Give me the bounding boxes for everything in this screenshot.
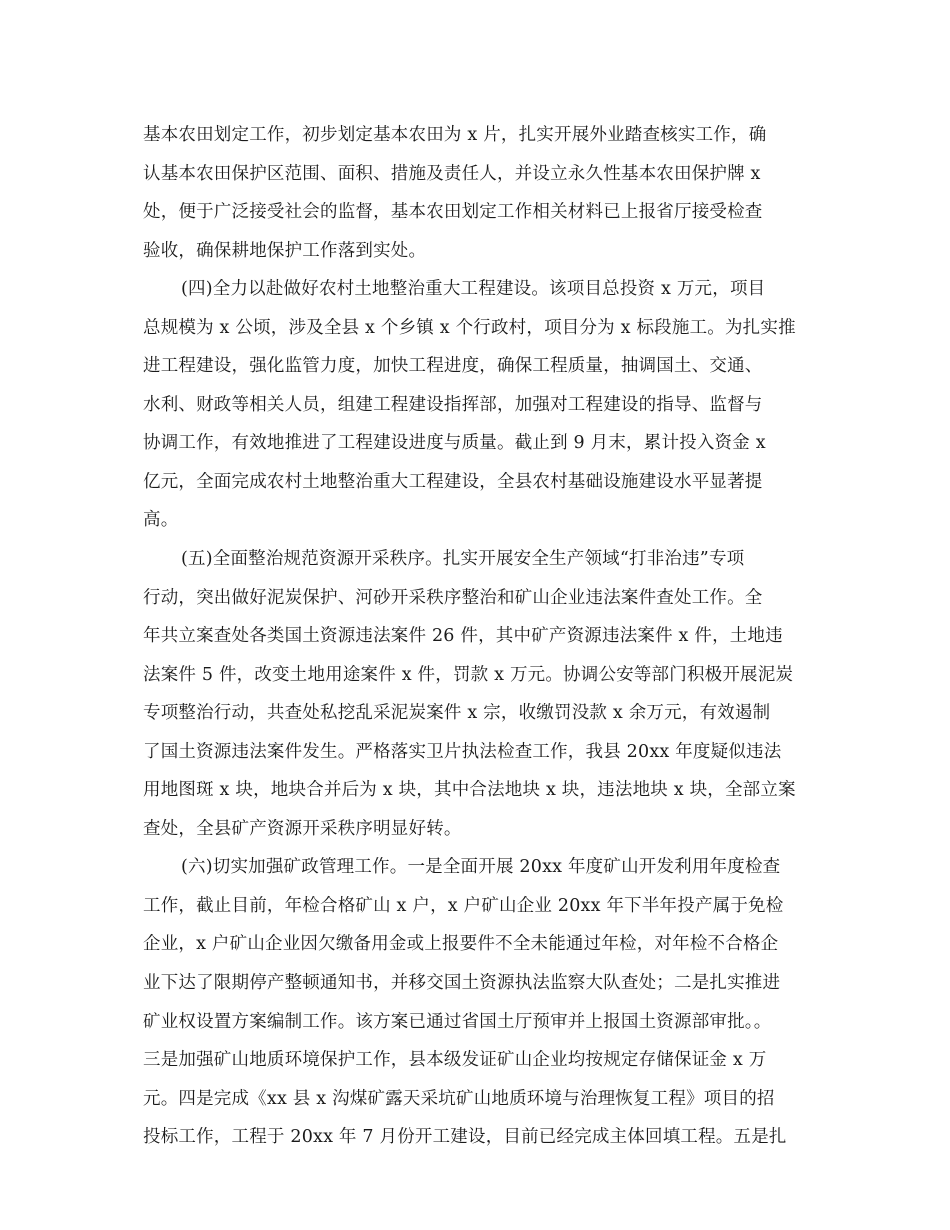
text-line: 总规模为 x 公顷，涉及全县 x 个乡镇 x 个行政村，项目分为 x 标段施工。为扎实推 xyxy=(143,317,796,338)
text-line: 元。四是完成《xx 县 x 沟煤矿露天采坑矿山地质环境与治理恢复工程》项目的招 xyxy=(143,1088,775,1109)
document-body xyxy=(143,116,807,1157)
text-line: 工作，截止目前，年检合格矿山 x 户，x 户矿山企业 20xx 年下半年投产属于免检 xyxy=(143,895,784,916)
paragraph-heading-line: (五)全面整治规范资源开采秩序。扎实开展安全生产领域“打非治违”专项 xyxy=(181,549,745,570)
paragraph-heading-line: (四)全力以赴做好农村土地整治重大工程建设。该项目总投资 x 万元，项目 xyxy=(181,279,766,300)
text-line: 协调工作，有效地推进了工程建设进度与质量。截止到 9 月末，累计投入资金 x xyxy=(143,433,766,454)
text-line: 投标工作，工程于 20xx 年 7 月份开工建设，目前已经完成主体回填工程。五是扎 xyxy=(143,1127,787,1148)
text-line: 三是加强矿山地质环境保护工作，县本级发证矿山企业均按规定存储保证金 x 万 xyxy=(143,1050,767,1071)
text-line: 查处，全县矿产资源开采秩序明显好转。 xyxy=(143,818,462,839)
text-line: 了国土资源违法案件发生。严格落实卫片执法检查工作，我县 20xx 年度疑似违法 xyxy=(143,741,782,762)
text-line: 进工程建设，强化监管力度，加快工程进度，确保工程质量，抽调国土、交通、 xyxy=(143,356,763,377)
text-line: 法案件 5 件，改变土地用途案件 x 件，罚款 x 万元。协调公安等部门积极开展泥炭 xyxy=(143,664,794,685)
text-line: 企业，x 户矿山企业因欠缴备用金或上报要件不全未能通过年检，对年检不合格企 xyxy=(143,934,779,955)
paragraph-heading-line: (六)切实加强矿政管理工作。一是全面开展 20xx 年度矿山开发利用年度检查 xyxy=(181,857,781,878)
text-line: 矿业权设置方案编制工作。该方案已通过省国土厅预审并上报国土资源部审批。。 xyxy=(143,1011,772,1032)
text-line: 处，便于广泛接受社会的监督，基本农田划定工作相关材料已上报省厅接受检查 xyxy=(143,202,763,223)
text-line: 业下达了限期停产整顿通知书，并移交国土资源执法监察大队查处；二是扎实推进 xyxy=(143,973,781,994)
text-line: 认基本农田保护区范围、面积、措施及责任人，并设立永久性基本农田保护牌 x xyxy=(143,163,761,184)
text-line: 水利、财政等相关人员，组建工程建设指挥部，加强对工程建设的指导、监督与 xyxy=(143,394,763,415)
text-line: 基本农田划定工作，初步划定基本农田为 x 片，扎实开展外业踏查核实工作，确 xyxy=(143,125,767,145)
text-line: 用地图斑 x 块，地块合并后为 x 块，其中合法地块 x 块，违法地块 x 块，全部立案 xyxy=(143,780,796,801)
text-line: 行动，突出做好泥炭保护、河砂开采秩序整治和矿山企业违法案件查处工作。全 xyxy=(143,587,763,608)
text-line: 高。 xyxy=(143,510,179,531)
text-line: 亿元，全面完成农村土地整治重大工程建设，全县农村基础设施建设水平显著提 xyxy=(143,471,763,492)
text-line: 验收，确保耕地保护工作落到实处。 xyxy=(143,240,427,261)
text-line: 年共立案查处各类国土资源违法案件 26 件，其中矿产资源违法案件 x 件，土地违 xyxy=(143,626,783,647)
text-line: 专项整治行动，共查处私挖乱采泥炭案件 x 宗，收缴罚没款 x 余万元，有效遏制 xyxy=(143,703,771,724)
